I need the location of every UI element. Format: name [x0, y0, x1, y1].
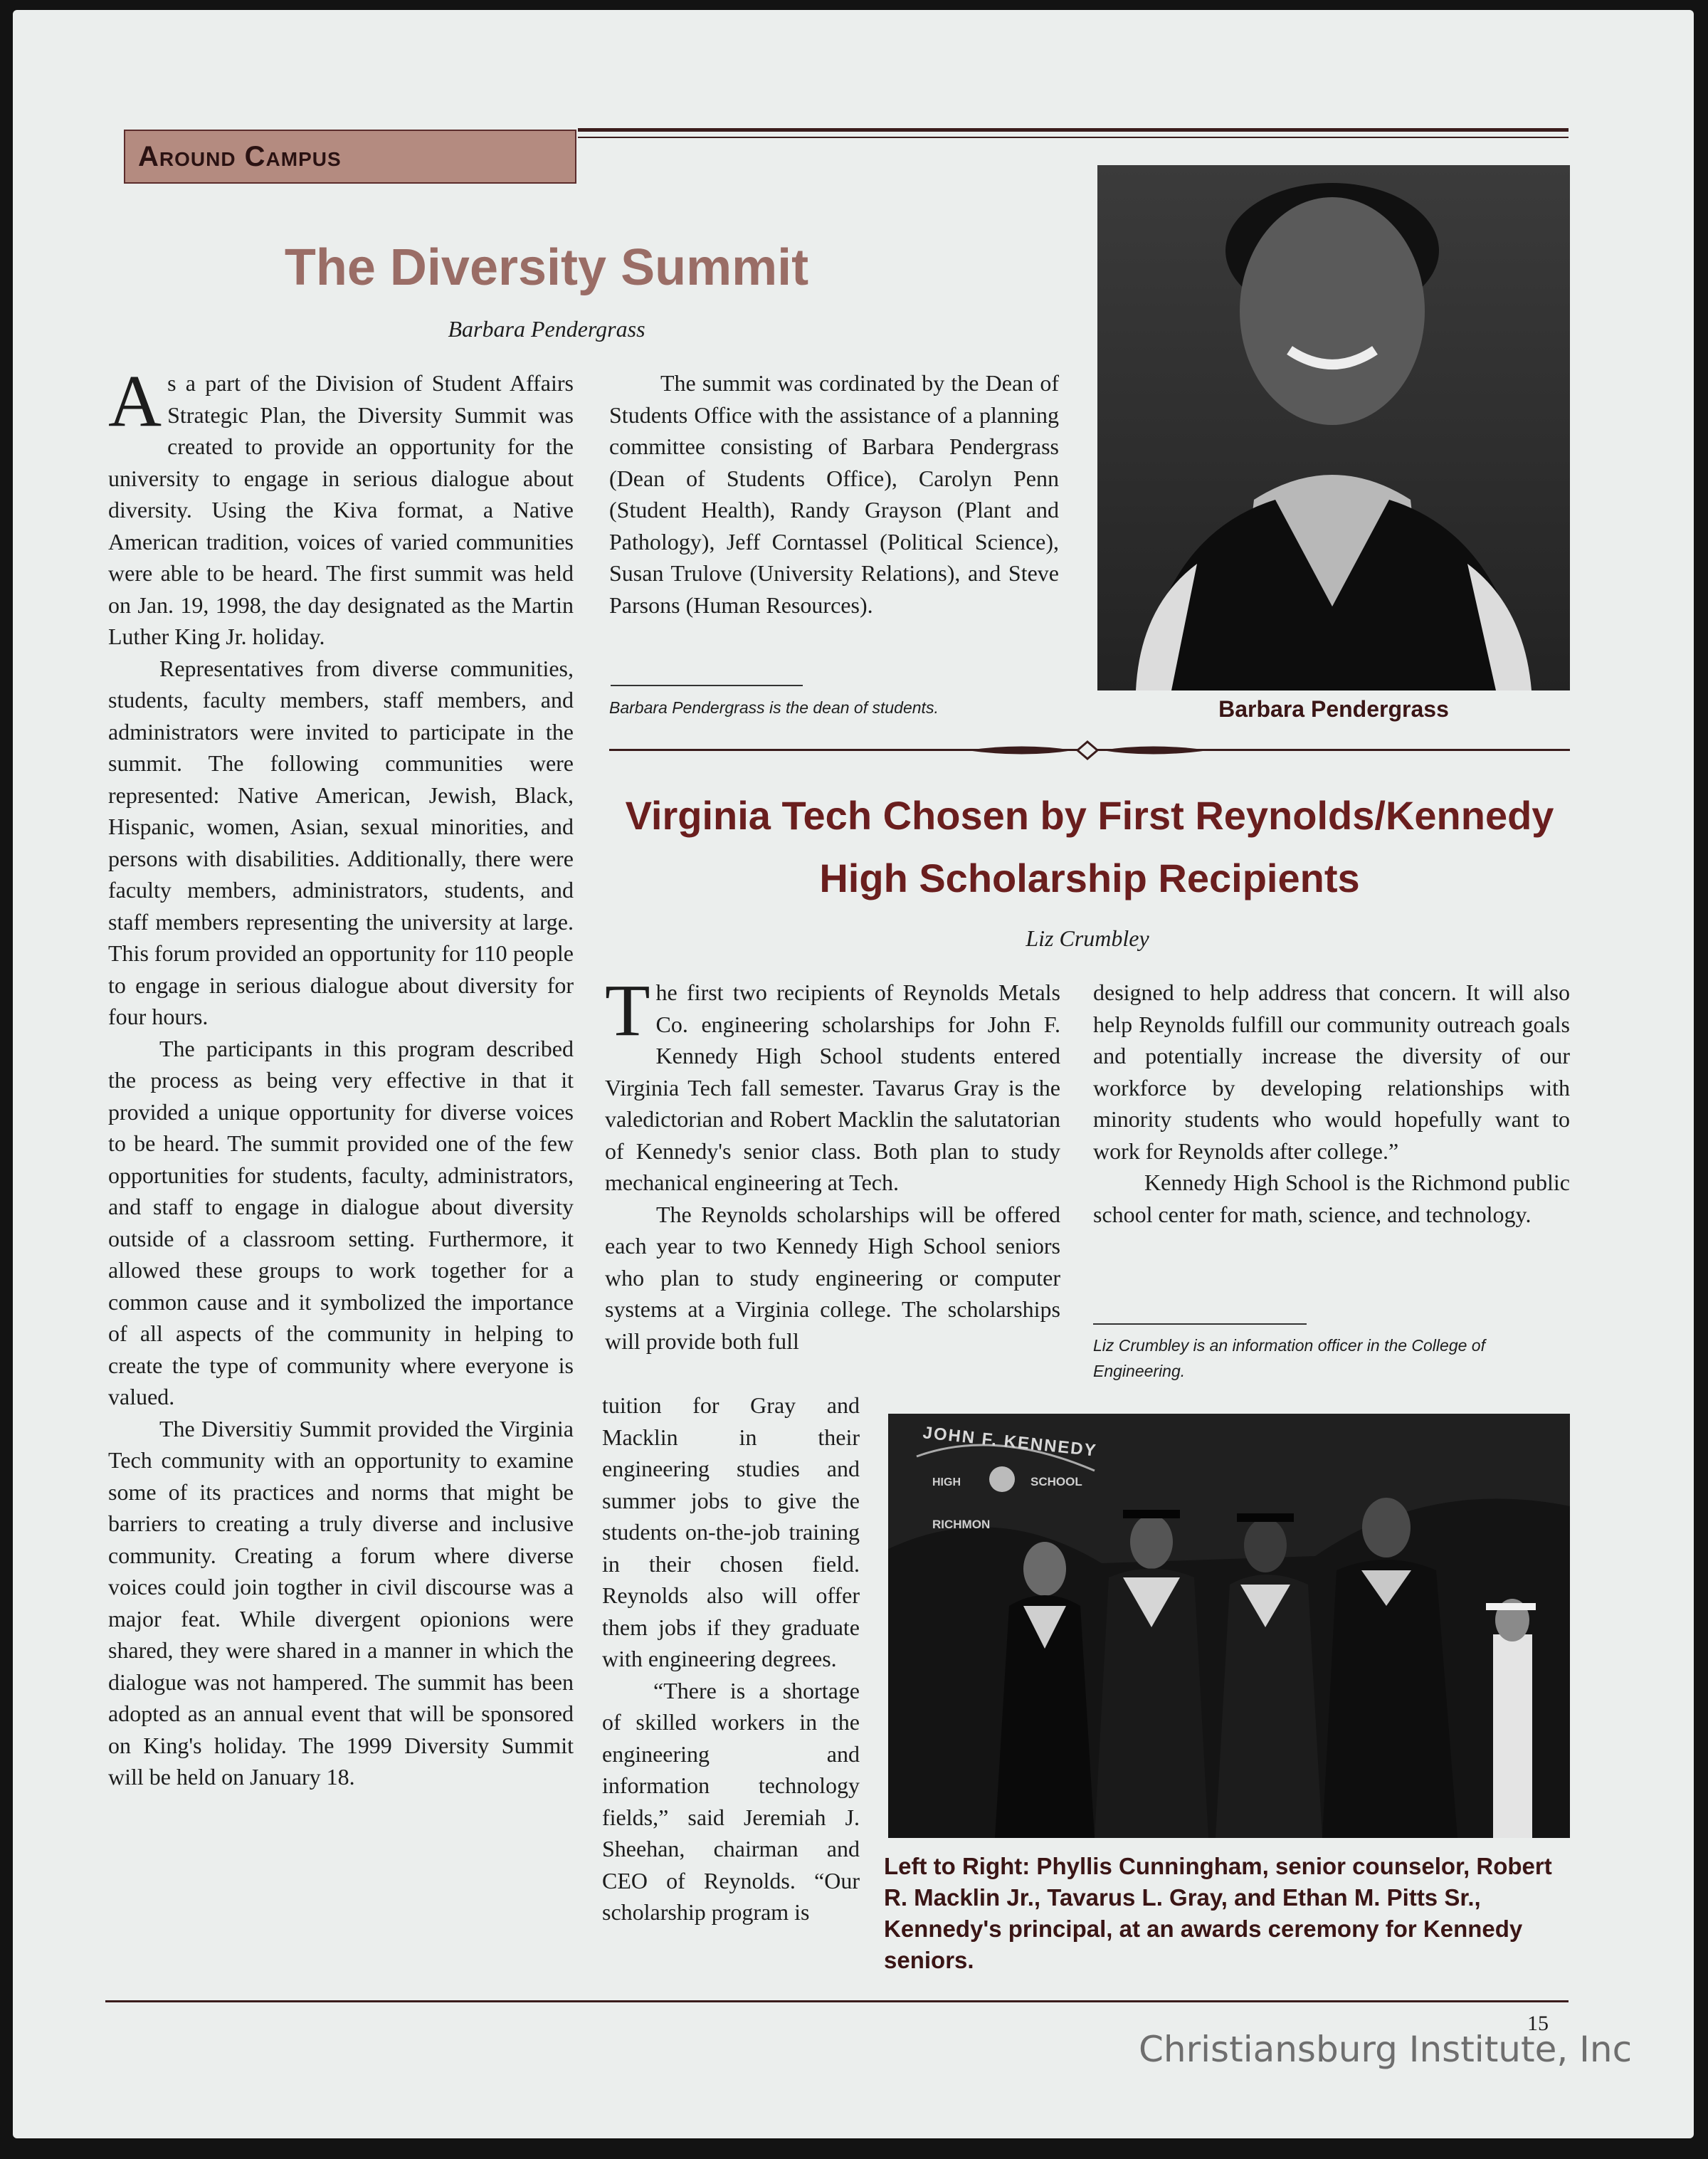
paragraph: Representatives from diverse communities, students, faculty members, staff members, and administrators were invited to participate in the summit. The following communities were represented: Native American, Jewish, Black, Hispanic, women, Asian, sexual minorities, and persons with disabilities. Additionally, there were faculty members, administrators, students, and staff members representing the university at large. This forum provided an opportunity for 110 people to engage in serious dialogue about diversity for four hours. [108, 655, 574, 1029]
group-photo-caption: Left to Right: Phyllis Cunningham, senior counselor, Robert R. Macklin Jr., Tavarus L. Gray, and Ethan M. Pitts Sr., Kennedy's principal, at an awards ceremony for Kennedy seniors. [884, 1853, 1552, 1973]
page-number: 15 [1527, 2012, 1549, 2035]
group-photo-illustration [888, 1414, 1570, 1838]
article2-col-narrow [602, 1390, 860, 1928]
paragraph: s a part of the Division of Student Affairs Strategic Plan, the Diversity Summit was created to provide an opportunity for the university to engage in serious dialogue about diversity. Using the Kiva format, a Native American tradition, voices of varied communities were able to be heard. The first summit was held on Jan. 19, 1998, the day designated as the Martin Luther King Jr. holiday. [108, 370, 574, 649]
portrait-caption: Barbara Pendergrass [1218, 696, 1449, 722]
watermark: Christiansburg Institute, Inc [1139, 2029, 1633, 2070]
magazine-page [13, 10, 1694, 2138]
section-label: Around Campus [124, 130, 576, 184]
article1-col-right [609, 367, 1059, 621]
footnote-rule [611, 685, 803, 686]
author-footnote: Liz Crumbley is an information officer in the College of Engineering. [1093, 1336, 1485, 1380]
header-rule [578, 128, 1569, 132]
article-title: The Diversity Summit [284, 239, 809, 296]
drop-cap: T [605, 970, 650, 1051]
article2-col-left [605, 970, 1060, 1357]
article2-col-right [1093, 977, 1570, 1230]
group-photo [888, 1414, 1570, 1838]
footer-rule [105, 2000, 1569, 2002]
portrait-photo [1097, 165, 1570, 690]
paragraph: Kennedy High School is the Richmond public school center for math, science, and technology. [1093, 1170, 1570, 1227]
banner-text: JOHN F. KENNEDY [922, 1423, 1098, 1461]
paragraph: The summit was cordinated by the Dean of Students Office with the assistance of a planning committee consisting of Barbara Pendergrass (Dean of Students Office), Carolyn Penn (Student Health), Randy Grayson (Plant and Pathology), Jeff Corntassel (Political Science), Susan Trulove (University Relations), and Steve Parsons (Human Resources). [609, 370, 1059, 618]
drop-cap: A [108, 360, 162, 442]
paragraph: designed to help address that concern. It will also help Reynolds fulfill our community outreach goals and potentially increase the diversity of our workforce by developing relationships with minority students who would hopefully want to work for Reynolds after college.” [1093, 979, 1570, 1164]
article2-title: Virginia Tech Chosen by First Reynolds/Kennedy High Scholarship Recipients [625, 793, 1554, 900]
paragraph: The Diversitiy Summit provided the Virginia Tech community with an opportunity to examine some of its practices and norms that might be barriers to creating a truly diverse and inclusive community. Creating a forum where diverse voices could join togther in civil discourse was a major feat. While divergent opionions were shared, they were shared in a manner in which the dialogue was not hampered. The summit has been adopted as an annual event that will be sponsored on King's holiday. The 1999 Diversity Summit will be held on January 18. [108, 1415, 574, 1790]
footnote-rule [1093, 1323, 1307, 1325]
portrait-illustration [1097, 165, 1570, 690]
paragraph: tuition for Gray and Macklin in their engineering studies and summer jobs to give the students on-the-job training in their chosen field. Reynolds also will offer them jobs if they graduate with engineering degrees. [602, 1392, 860, 1671]
banner-left-text: HIGH [932, 1476, 961, 1488]
ornament-icon [966, 740, 1208, 761]
banner-right-text: SCHOOL [1030, 1475, 1082, 1488]
header-rule-thin [578, 137, 1569, 138]
article1-col-left [108, 360, 574, 1793]
paragraph: The Reynolds scholarships will be offered each year to two Kennedy High School seniors who plan to study engineering or computer systems at a Virginia college. The scholarships will provide both full [605, 1201, 1060, 1354]
article-byline: Barbara Pendergrass [448, 316, 645, 342]
banner-city-text: RICHMON [932, 1518, 991, 1531]
author-footnote: Barbara Pendergrass is the dean of students. [609, 698, 939, 717]
article2-byline: Liz Crumbley [1026, 925, 1149, 951]
paragraph: “There is a shortage of skilled workers in the engineering and information technology fields,” said Jeremiah J. Sheehan, chairman and CEO of Reynolds. “Our scholarship program is [602, 1677, 860, 1925]
paragraph: he first two recipients of Reynolds Metals Co. engineering scholarships for John F. Kennedy High School students entered Virginia Tech fall semester. Tavarus Gray is the valedictorian and Robert Macklin the salutatorian of Kennedy's senior class. Both plan to study mechanical engineering at Tech. [605, 979, 1060, 1195]
paragraph: The participants in this program described the process as being very effective in that it provided a unique opportunity for diverse voices to be heard. The summit provided one of the few opportunities for students, faculty, administrators, and staff to engage in dialogue about diversity outside of a classroom setting. Furthermore, it allowed these groups to work together for a common cause and it symbolized the importance of all aspects of the community in helping to create the type of community where everyone is valued. [108, 1035, 574, 1409]
